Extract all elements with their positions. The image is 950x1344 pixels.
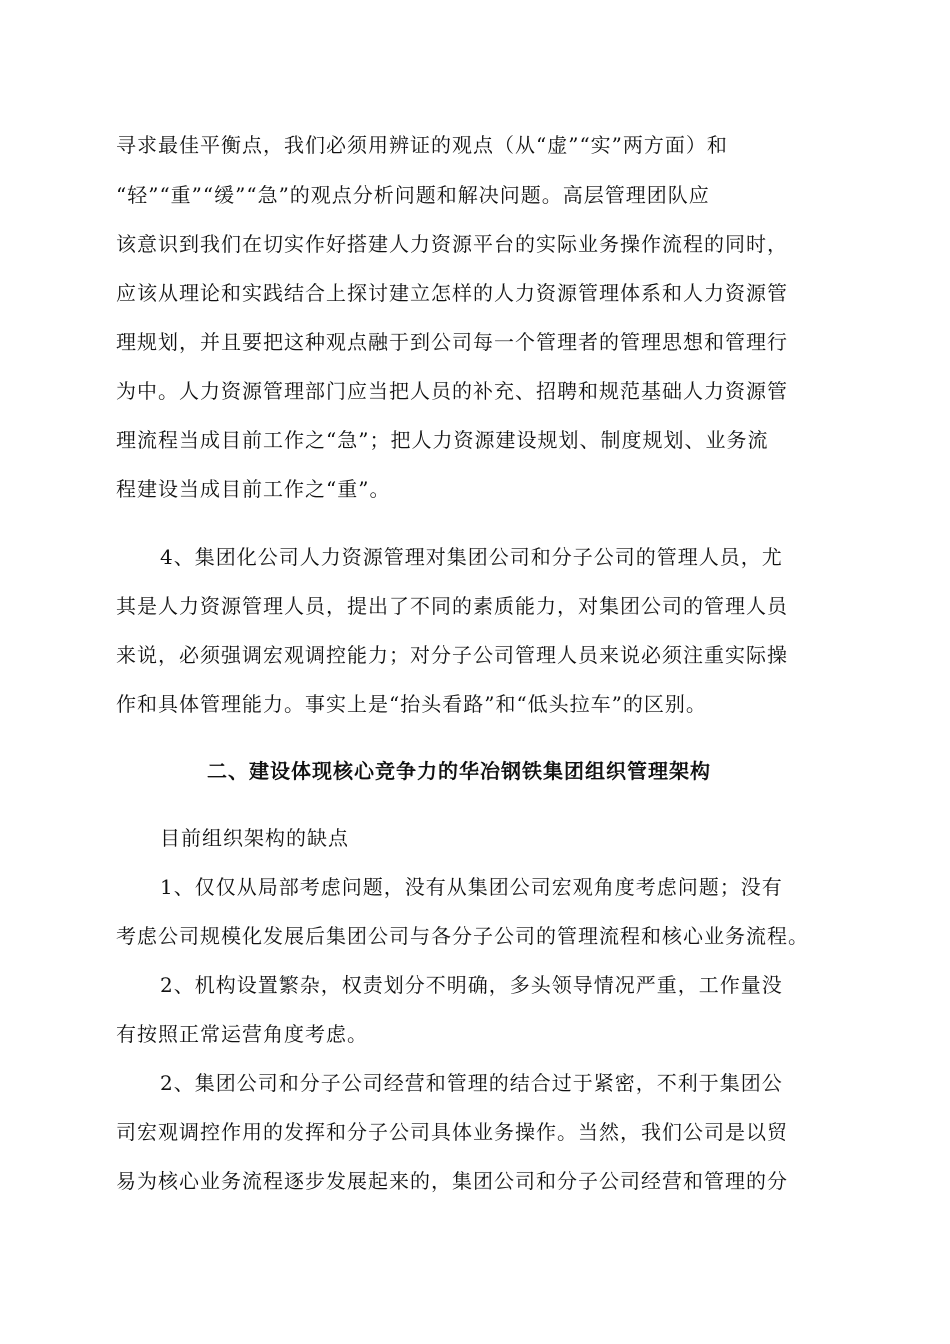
paragraph-line: 理规划，并且要把这种观点融于到公司每一个管理者的管理思想和管理行 [116,330,788,354]
paragraph-line: 程建设当成目前工作之“重”。 [116,477,391,501]
paragraph-line: 理流程当成目前工作之“急”；把人力资源建设规划、制度规划、业务流 [116,428,769,452]
subheading: 目前组织架构的缺点 [160,826,349,850]
paragraph-line: 作和具体管理能力。事实上是“抬头看路”和“低头拉车”的区别。 [116,692,707,716]
list-item-line: 2、集团公司和分子公司经营和管理的结合过于紧密，不利于集团公 [160,1071,783,1095]
list-item-line: 有按照正常运营角度考虑。 [116,1022,368,1046]
paragraph-line: 寻求最佳平衡点，我们必须用辨证的观点（从“虚”“实”两方面）和 [116,133,728,157]
list-item-line: 易为核心业务流程逐步发展起来的，集团公司和分子公司经营和管理的分 [116,1169,788,1193]
paragraph-line: 来说，必须强调宏观调控能力；对分子公司管理人员来说必须注重实际操 [116,643,788,667]
paragraph-line: 应该从理论和实践结合上探讨建立怎样的人力资源管理体系和人力资源管 [116,281,788,305]
paragraph-line: 4、集团化公司人力资源管理对集团公司和分子公司的管理人员，尤 [160,545,783,569]
paragraph-line: 为中。人力资源管理部门应当把人员的补充、招聘和规范基础人力资源管 [116,379,788,403]
list-item-line: 1、仅仅从局部考虑问题，没有从集团公司宏观角度考虑问题；没有 [160,875,783,899]
paragraph-line: 其是人力资源管理人员，提出了不同的素质能力，对集团公司的管理人员 [116,594,788,618]
list-item-line: 考虑公司规模化发展后集团公司与各分子公司的管理流程和核心业务流程。 [116,924,809,948]
section-heading: 二、建设体现核心竞争力的华冶钢铁集团组织管理架构 [207,759,711,783]
list-item-line: 2、机构设置繁杂，权责划分不明确，多头领导情况严重，工作量没 [160,973,783,997]
list-item-line: 司宏观调控作用的发挥和分子公司具体业务操作。当然，我们公司是以贸 [116,1120,788,1144]
paragraph-line: 该意识到我们在切实作好搭建人力资源平台的实际业务操作流程的同时， [116,232,788,256]
paragraph-line: “轻”“重”“缓”“急”的观点分析问题和解决问题。高层管理团队应 [116,183,710,207]
